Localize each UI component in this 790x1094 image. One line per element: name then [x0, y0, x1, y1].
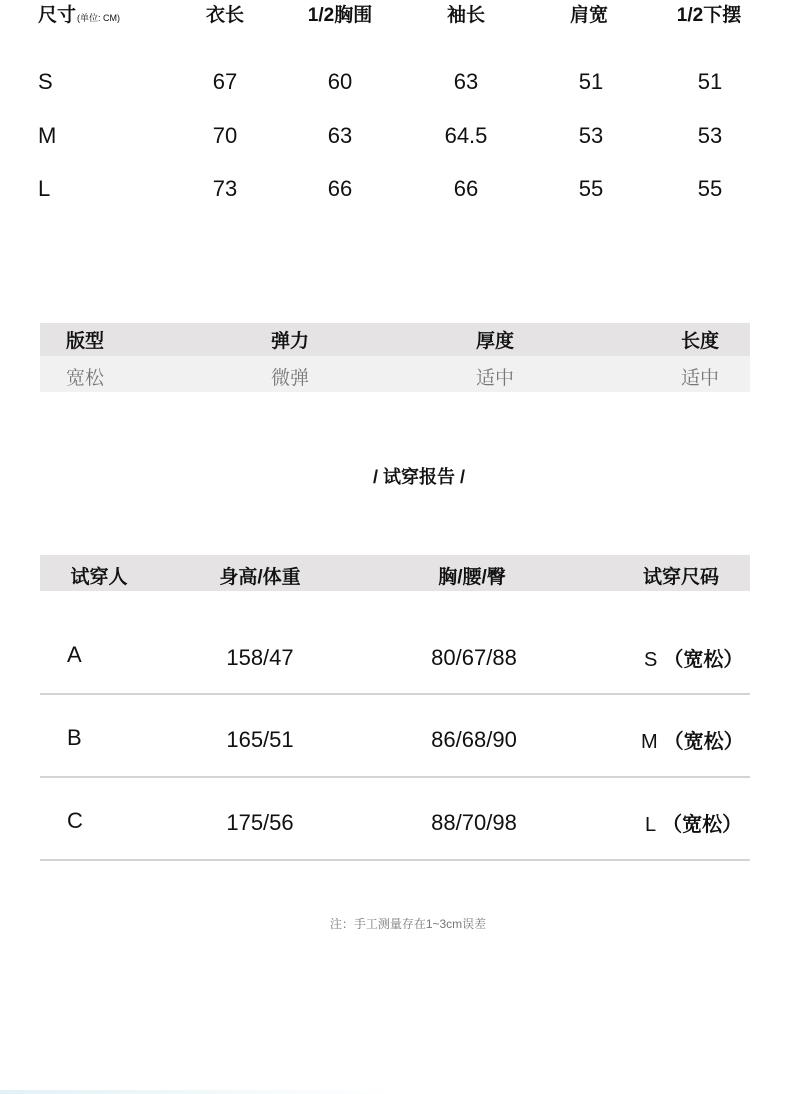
tester-name: C: [67, 808, 83, 833]
column-header: 胸/腰/臀: [438, 567, 506, 588]
column-header: 试穿人: [70, 567, 128, 588]
fit-note: （宽松）: [663, 731, 744, 753]
table-cell: 64.5: [444, 123, 488, 148]
table-cell: 60: [327, 69, 353, 94]
fit-note: （宽松）: [662, 814, 743, 836]
body-measurements: 80/67/88: [431, 645, 517, 670]
attribute-header: 长度: [681, 331, 720, 352]
height-weight: 165/51: [226, 727, 294, 752]
attribute-value: 适中: [476, 368, 515, 389]
attribute-value: 微弹: [271, 368, 310, 389]
size-value: L: [645, 814, 657, 836]
table-cell: 66: [327, 176, 353, 201]
body-measurements: 86/68/90: [431, 727, 517, 752]
row-divider: [40, 693, 750, 695]
row-divider: [40, 776, 750, 778]
table-cell: 53: [697, 123, 723, 148]
column-header: 试穿尺码: [642, 567, 720, 588]
size-table-title: [38, 0, 120, 27]
column-header: 肩宽: [569, 5, 609, 26]
column-header: 袖长: [446, 5, 486, 26]
column-header: 衣长: [205, 5, 245, 26]
bottom-strip: [0, 1090, 400, 1094]
table-cell: 70: [212, 123, 238, 148]
column-header: 1/2下摆: [676, 5, 742, 26]
size-value: M: [641, 731, 658, 753]
column-header: 1/2胸围: [307, 5, 373, 26]
tester-name: B: [67, 725, 82, 750]
size-label: L: [38, 176, 51, 201]
table-cell: 51: [578, 69, 604, 94]
table-cell: 66: [453, 176, 479, 201]
table-cell: 55: [697, 176, 723, 201]
row-divider: [40, 859, 750, 861]
table-cell: 73: [212, 176, 238, 201]
table-cell: 55: [578, 176, 604, 201]
attribute-header: 弹力: [271, 331, 310, 352]
unit-label: (单位: CM): [77, 13, 121, 23]
attribute-header: 版型: [66, 331, 105, 352]
table-cell: 53: [578, 123, 604, 148]
size-label: S: [38, 69, 53, 94]
attribute-value: 适中: [681, 368, 720, 389]
table-cell: 51: [697, 69, 723, 94]
height-weight: 158/47: [226, 645, 294, 670]
column-header: 身高/体重: [219, 567, 301, 588]
attribute-value: 宽松: [66, 368, 105, 389]
trial-size: [641, 725, 744, 754]
table-cell: 63: [453, 69, 479, 94]
size-title: 尺寸: [38, 5, 77, 26]
tester-name: A: [67, 642, 82, 667]
size-label: M: [38, 123, 57, 148]
body-measurements: 88/70/98: [431, 810, 517, 835]
attribute-header: 厚度: [476, 331, 515, 352]
fit-note: （宽松）: [663, 649, 744, 671]
attributes-header-band: [40, 323, 750, 356]
table-cell: 63: [327, 123, 353, 148]
height-weight: 175/56: [226, 810, 294, 835]
size-value: S: [644, 649, 658, 671]
attributes-value-band: [40, 356, 750, 392]
trial-size: [645, 808, 742, 837]
trial-size: [644, 643, 743, 672]
table-cell: 67: [212, 69, 238, 94]
measurement-note: 注：手工测量存在1~3cm误差: [329, 917, 487, 931]
report-title: / 试穿报告 /: [372, 467, 465, 487]
